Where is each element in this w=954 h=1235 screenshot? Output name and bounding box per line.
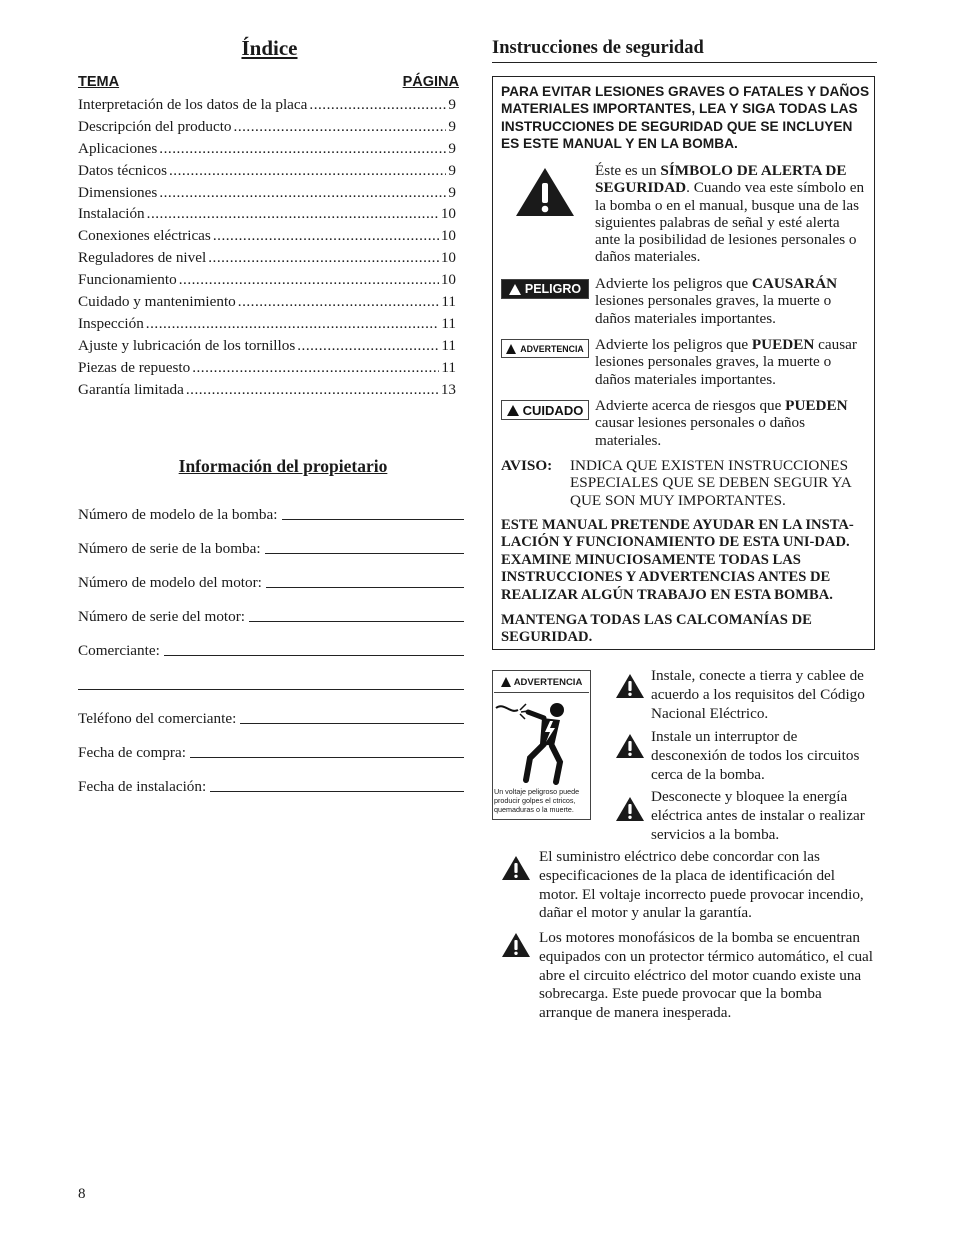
toc-header: [78, 74, 459, 92]
toc-label: Funcionamiento: [78, 271, 177, 289]
toc-row: [78, 357, 456, 379]
toc-label: Piezas de repuesto: [78, 358, 191, 376]
safety-title: Instrucciones de seguridad: [492, 38, 704, 58]
electric-shock-icon: [494, 694, 589, 786]
warning-triangle-icon: [615, 733, 645, 759]
toc-label: Inspección: [78, 314, 144, 332]
fill-line: [266, 587, 464, 588]
toc-label: Ajuste y lubricación de los tornillos: [78, 336, 296, 354]
toc-topic-header: TEMA: [78, 74, 120, 90]
toc-page: 11: [441, 358, 456, 376]
toc-page: 9: [448, 183, 456, 201]
toc-label: Conexiones eléctricas: [78, 227, 211, 245]
alert-symbol-text: Éste es un SÍMBOLO DE ALERTA DE SEGURIDAD. Cuando vea este símbolo en la bomba o en el manual, busque una de las siguientes palabras de señal y esté alerta ante la posibilidad de lesiones personales o daños materiales.: [595, 162, 865, 266]
toc-row: [78, 247, 456, 269]
owner-info-title: Información del propietario: [178, 456, 388, 476]
danger-alert-icon: [509, 284, 521, 295]
toc-page: 10: [440, 271, 456, 289]
toc-label: Reguladores de nivel: [78, 249, 207, 267]
toc-label: Dimensiones: [78, 183, 158, 201]
owner-info-form: [78, 490, 464, 796]
dealer-phone-field[interactable]: [78, 694, 464, 728]
warning-triangle-icon: [615, 796, 645, 822]
keep-decals-text: MANTENGA TODAS LAS CALCOMANÍAS DE SEGURIDAD.: [501, 612, 812, 646]
fill-line: [210, 791, 464, 792]
warning-statement: Desconecte y bloquee la energía eléctrica antes de instalar o realizar servicios a la bomba.: [651, 788, 865, 843]
toc-page: 11: [441, 293, 456, 311]
fill-line: [282, 519, 465, 520]
toc-row: [78, 225, 456, 247]
field-label: Número de serie del motor:: [78, 608, 246, 625]
toc-page: 11: [441, 336, 456, 354]
decal-caption: Un voltaje peligroso puede producir golpes el ctricos, quemaduras o la muerte.: [494, 787, 580, 814]
toc-row: [78, 291, 456, 313]
fill-line: [249, 621, 464, 622]
toc-label: Garantía limitada: [78, 380, 184, 398]
field-label: Fecha de instalación:: [78, 778, 207, 795]
fill-line: [164, 655, 464, 656]
toc-label: Interpretación de los datos de la placa: [78, 96, 308, 113]
index-title: Índice: [241, 36, 298, 60]
toc-row: [78, 138, 456, 160]
dealer-field[interactable]: [78, 626, 464, 660]
toc-label: Datos técnicos: [78, 161, 167, 179]
toc-row: [78, 182, 456, 204]
toc-page: 11: [441, 314, 456, 332]
fill-line: [190, 757, 464, 758]
toc-row: [78, 269, 456, 291]
decal-alert-icon: [501, 677, 511, 687]
toc-page: 10: [440, 205, 456, 223]
caution-description: Advierte acerca de riesgos que PUEDEN causar lesiones personales o daños materiales.: [595, 397, 848, 449]
warning-triangle-icon: [501, 932, 531, 958]
toc-page: 9: [448, 117, 456, 135]
toc-row: [78, 379, 456, 401]
motor-serial-field[interactable]: [78, 592, 464, 626]
fill-line: [240, 723, 464, 724]
pump-model-field[interactable]: [78, 490, 464, 524]
warning-alert-icon: [506, 344, 516, 354]
motor-model-field[interactable]: [78, 558, 464, 592]
pump-serial-field[interactable]: [78, 524, 464, 558]
toc-label: Aplicaciones: [78, 139, 158, 157]
safety-alert-icon: [514, 166, 576, 218]
field-label: Número de modelo de la bomba:: [78, 506, 278, 523]
toc-row: [78, 160, 456, 182]
decal-header: ADVERTENCIA: [494, 672, 589, 693]
toc-row: [78, 203, 456, 225]
installation-date-field[interactable]: [78, 762, 464, 796]
caution-alert-icon: [507, 405, 519, 416]
field-label: Fecha de compra:: [78, 744, 186, 761]
warning-statement: Instale un interruptor de desconexión de todos los circuitos cerca de la bomba.: [651, 728, 860, 783]
dealer-field-continued[interactable]: [78, 660, 464, 694]
toc-page: 13: [440, 380, 456, 398]
warning-triangle-icon: [501, 855, 531, 881]
toc-row: [78, 116, 456, 138]
warning-statement: Los motores monofásicos de la bomba se encuentran equipados con un protector térmico automático, el cual abre el circuito eléctrico del motor cuando existe una sobrecarga. Este puede provocar que la bomba arranque de manera inesperada.: [539, 929, 874, 1022]
warning-description: Advierte los peligros que PUEDEN causar lesiones personales graves, la muerte o daños materiales importantes.: [595, 336, 857, 388]
toc-page: 9: [448, 96, 456, 113]
toc-list: [78, 94, 456, 400]
toc-page: 10: [440, 249, 456, 267]
field-label: Número de modelo del motor:: [78, 574, 262, 591]
danger-badge: PELIGRO: [501, 279, 589, 299]
toc-page: 10: [440, 227, 456, 245]
toc-page: 9: [448, 161, 456, 179]
toc-row: [78, 313, 456, 335]
manual-purpose-text: ESTE MANUAL PRETENDE AYUDAR EN LA INSTA-LACIÓN Y FUNCIONAMIENTO DE ESTA UNI-DAD. EXAMINE MINUCIOSAMENTE TODAS LAS INSTRUCCIONES Y ADVERTENCIAS ANTES DE REALIZAR ALGÚN TRABAJO EN ESTA BOMBA.: [501, 517, 854, 603]
warning-triangle-icon: [615, 673, 645, 699]
page-number: 8: [78, 1186, 86, 1202]
toc-row: [78, 94, 456, 116]
field-label: Teléfono del comerciante:: [78, 710, 237, 727]
title-rule: [492, 62, 877, 63]
caution-badge: CUIDADO: [501, 400, 589, 420]
warning-statement: Instale, conecte a tierra y cablee de acuerdo a los requisitos del Código Nacional Eléctrico.: [651, 667, 865, 722]
toc-label: Instalación: [78, 205, 145, 223]
warning-statement: El suministro eléctrico debe concordar con las especificaciones de la placa de identificación del motor. El voltaje incorrecto puede provocar incendio, dañar el motor y anular la garantía.: [539, 848, 864, 922]
fill-line: [265, 553, 464, 554]
toc-label: Descripción del producto: [78, 117, 232, 135]
toc-page: 9: [448, 139, 456, 157]
notice-text: INDICA QUE EXISTEN INSTRUCCIONES ESPECIALES QUE SE DEBEN SEGUIR YA QUE SON MUY IMPORTANTES.: [570, 457, 851, 509]
danger-description: Advierte los peligros que CAUSARÁN lesiones personales graves, la muerte o daños materiales importantes.: [595, 275, 838, 327]
fill-line: [78, 689, 464, 690]
notice-label: AVISO:: [501, 457, 553, 474]
toc-label: Cuidado y mantenimiento: [78, 293, 236, 311]
purchase-date-field[interactable]: [78, 728, 464, 762]
warning-badge: ADVERTENCIA: [501, 339, 589, 358]
toc-page-header: PÁGINA: [402, 74, 459, 90]
field-label: Comerciante:: [78, 642, 160, 659]
safety-intro: PARA EVITAR LESIONES GRAVES O FATALES Y DAÑOS MATERIALES IMPORTANTES, LEA Y SIGA TODAS LAS INSTRUCCIONES DE SEGURIDAD QUE SE INCLUYEN ES ESTE MANUAL Y EN LA BOMBA.: [501, 84, 870, 152]
toc-row: [78, 335, 456, 357]
field-label: Número de serie de la bomba:: [78, 540, 261, 557]
